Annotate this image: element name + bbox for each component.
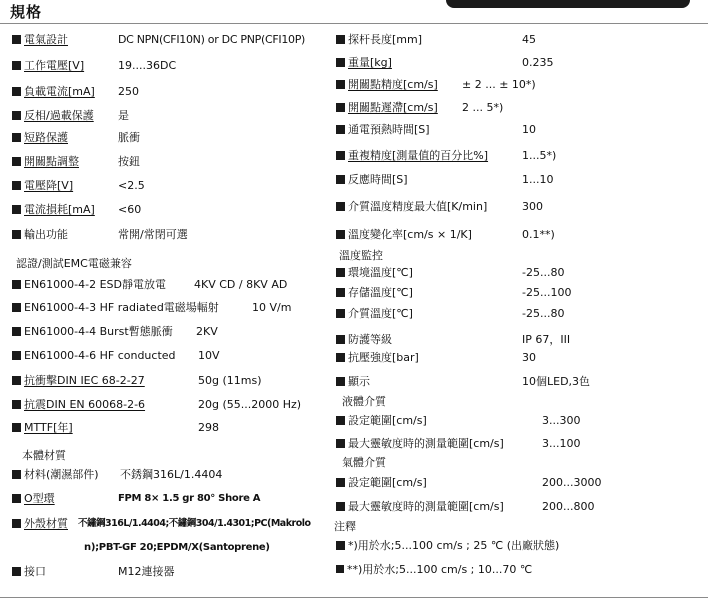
notes-heading: 注釋 — [334, 520, 356, 533]
spec-label: 電壓降[V] — [24, 179, 74, 192]
spec-row-output-function — [12, 227, 330, 243]
spec-label: 接口 — [24, 565, 46, 578]
bullet-icon — [12, 133, 21, 142]
emc-row-vibration — [12, 397, 330, 413]
spec-value: 不銹鋼316L/1.4404 — [120, 468, 223, 481]
bullet-icon — [336, 202, 345, 211]
bullet-icon — [12, 519, 21, 528]
spec-value: M12連接器 — [118, 565, 175, 578]
bullet-icon — [12, 351, 21, 360]
spec-label: 短路保護 — [24, 131, 68, 144]
material-housing-cont: n);PBT-GF 20;EPDM/X(Santoprene) — [84, 542, 270, 553]
bullet-icon — [12, 61, 21, 70]
spec-value: 45 — [522, 33, 536, 46]
spec-value: FPM 8× 1.5 gr 80° Shore A — [118, 493, 261, 504]
note-text: *)用於水;5...100 cm/s ; 25 ℃ (出廠狀態) — [348, 539, 560, 552]
gas-heading: 氣體介質 — [342, 456, 386, 469]
spec-value: 3...300 — [542, 414, 581, 427]
spec-label: 抗衝擊DIN IEC 68-2-27 — [24, 374, 145, 387]
bullet-icon — [12, 205, 21, 214]
bullet-icon — [336, 103, 345, 112]
liquid-heading: 液體介質 — [342, 395, 386, 408]
spec-row-temp-gradient — [336, 227, 702, 243]
footer-rule — [0, 597, 708, 598]
temp-heading: 溫度監控 — [339, 249, 383, 262]
spec-row-pressure-rating — [336, 350, 702, 366]
spec-value: 20g (55...2000 Hz) — [198, 398, 302, 411]
spec-row-probe-length — [336, 32, 702, 48]
bullet-icon — [12, 567, 21, 576]
bullet-icon — [12, 470, 21, 479]
bullet-icon — [336, 309, 345, 318]
spec-value: 298 — [198, 421, 219, 434]
spec-label: 最大靈敏度時的測量範圍[cm/s] — [348, 500, 504, 513]
bullet-icon — [336, 230, 345, 239]
spec-row-switch-hysteresis — [336, 100, 702, 116]
spec-row-response-time — [336, 172, 702, 188]
spec-label: 開關點遲滯[cm/s] — [348, 101, 438, 114]
spec-value: 常開/常閉可選 — [118, 228, 188, 241]
spec-value: 200...800 — [542, 500, 595, 513]
spec-value: ± 2 ... ± 10*) — [462, 78, 536, 91]
bullet-icon — [12, 111, 21, 120]
note-item — [336, 538, 702, 554]
material-row-connector — [12, 564, 330, 580]
spec-value: -25...80 — [522, 307, 565, 320]
header-bar — [446, 0, 690, 8]
material-row-housing — [12, 516, 330, 532]
spec-value: 2 ... 5*) — [462, 101, 504, 114]
emc-row-esd — [12, 277, 330, 293]
spec-label: EN61000-4-4 Burst暫態脈衝 — [24, 325, 173, 338]
spec-row-working-voltage — [12, 58, 330, 74]
spec-row-reverse-protection — [12, 108, 330, 124]
bullet-icon — [336, 80, 345, 89]
material-row-wetted — [12, 467, 330, 483]
bullet-icon — [12, 181, 21, 190]
bullet-icon — [336, 268, 345, 277]
note-text: **)用於水;5...100 cm/s ; 10...70 ℃ — [347, 563, 533, 576]
emc-heading: 認證/測試EMC電磁兼容 — [16, 257, 132, 270]
spec-label: 存儲溫度[℃] — [348, 286, 413, 299]
emc-row-hf-radiated — [12, 300, 330, 316]
bullet-icon — [336, 58, 345, 67]
spec-row-short-circuit — [12, 130, 330, 146]
bullet-icon — [12, 87, 21, 96]
bullet-icon — [12, 327, 21, 336]
spec-value: 10V — [198, 349, 220, 362]
spec-row-electrical-design — [12, 32, 330, 48]
spec-label: 反應時間[S] — [348, 173, 408, 186]
gas-row-max-sensitivity — [336, 499, 702, 515]
spec-row-warmup — [336, 122, 702, 138]
spec-label: EN61000-4-6 HF conducted — [24, 349, 176, 362]
bullet-icon — [336, 439, 345, 448]
spec-value: 0.235 — [522, 56, 554, 69]
spec-row-switch-accuracy — [336, 77, 702, 93]
bullet-icon — [336, 151, 345, 160]
spec-value: -25...100 — [522, 286, 572, 299]
gas-row-setting-range — [336, 475, 702, 491]
spec-row-display — [336, 374, 702, 390]
spec-label: 開關點調整 — [24, 155, 79, 168]
spec-label: 設定範圍[cm/s] — [348, 414, 427, 427]
bullet-icon — [12, 376, 21, 385]
spec-label: 重複精度[測量值的百分比%] — [348, 149, 489, 162]
spec-label: 防護等級 — [348, 333, 392, 346]
bullet-icon — [12, 280, 21, 289]
spec-value: 1...10 — [522, 173, 554, 186]
spec-value: 2KV — [196, 325, 218, 338]
spec-value: 19....36DC — [118, 59, 177, 72]
spec-value: 按鈕 — [118, 155, 140, 168]
spec-label: EN61000-4-2 ESD靜電放電 — [24, 278, 167, 291]
spec-value: 250 — [118, 85, 139, 98]
bullet-icon — [12, 494, 21, 503]
spec-row-load-current — [12, 84, 330, 100]
spec-value: IP 67，III — [522, 333, 571, 346]
bullet-icon — [336, 541, 345, 550]
spec-value: 10 — [522, 123, 536, 136]
spec-label: 顯示 — [348, 375, 370, 388]
material-heading: 本體材質 — [22, 449, 66, 462]
bullet-icon — [12, 423, 21, 432]
spec-label: 溫度變化率[cm/s × 1/K] — [348, 228, 472, 241]
liquid-row-setting-range — [336, 413, 702, 429]
spec-label: EN61000-4-3 HF radiated電磁場輻射 — [24, 301, 219, 314]
bullet-icon — [12, 303, 21, 312]
spec-value: 30 — [522, 351, 536, 364]
spec-row-voltage-drop — [12, 178, 330, 194]
temp-row-storage — [336, 285, 702, 301]
spec-label: MTTF[年] — [24, 421, 73, 434]
spec-label: 探杆長度[mm] — [348, 33, 423, 46]
bullet-icon — [336, 416, 345, 425]
spec-label: 負載電流[mA] — [24, 85, 95, 98]
emc-row-burst — [12, 324, 330, 340]
bullet-icon — [12, 400, 21, 409]
spec-row-repeatability — [336, 148, 702, 164]
spec-label: 電流損耗[mA] — [24, 203, 95, 216]
bullet-icon — [336, 565, 344, 573]
emc-row-hf-conducted — [12, 348, 330, 364]
bullet-icon — [12, 157, 21, 166]
spec-label: 介質溫度精度最大值[K/min] — [348, 200, 488, 213]
spec-value: 300 — [522, 200, 543, 213]
bullet-icon — [336, 175, 345, 184]
spec-value: 不鏽鋼316L/1.4404;不鏽鋼304/1.4301;PC(Makrolo — [78, 518, 311, 529]
spec-value: 10 V/m — [252, 301, 292, 314]
emc-row-shock — [12, 373, 330, 389]
temp-row-ambient — [336, 265, 702, 281]
liquid-row-max-sensitivity — [336, 436, 702, 452]
spec-row-current-consumption — [12, 202, 330, 218]
spec-value: DC NPN(CFI10N) or DC PNP(CFI10P) — [118, 33, 306, 46]
spec-label: 設定範圍[cm/s] — [348, 476, 427, 489]
spec-value: 200...3000 — [542, 476, 602, 489]
bullet-icon — [12, 35, 21, 44]
bullet-icon — [336, 377, 345, 386]
bullet-icon — [336, 335, 345, 344]
spec-label: 材料(潮濕部件) — [24, 468, 99, 481]
bullet-icon — [336, 35, 345, 44]
spec-value: 10個LED,3色 — [522, 375, 591, 388]
spec-value: -25...80 — [522, 266, 565, 279]
spec-value: 1...5*) — [522, 149, 557, 162]
header-rule — [0, 23, 708, 24]
spec-label: 開關點精度[cm/s] — [348, 78, 438, 91]
bullet-icon — [336, 502, 345, 511]
spec-label: 反相/過載保護 — [24, 109, 94, 122]
spec-label: O型環 — [24, 492, 55, 505]
spec-value: 0.1**) — [522, 228, 555, 241]
bullet-icon — [336, 288, 345, 297]
emc-row-mttf — [12, 420, 330, 436]
bullet-icon — [336, 125, 345, 134]
spec-label: 外殼材質 — [24, 517, 68, 530]
spec-value: <2.5 — [118, 179, 145, 192]
spec-label: 抗震DIN EN 60068-2-6 — [24, 398, 146, 411]
spec-value: 4KV CD / 8KV AD — [194, 278, 288, 291]
spec-label: 介質溫度[℃] — [348, 307, 413, 320]
spec-value: <60 — [118, 203, 142, 216]
material-row-oring — [12, 491, 330, 507]
spec-label: 輸出功能 — [24, 228, 68, 241]
spec-label: 環境溫度[℃] — [348, 266, 413, 279]
spec-value: 50g (11ms) — [198, 374, 262, 387]
spec-label: 電氣設計 — [24, 33, 68, 46]
page-title: 規格 — [10, 3, 43, 21]
spec-label: 最大靈敏度時的測量範圍[cm/s] — [348, 437, 504, 450]
spec-value: 脈衝 — [118, 131, 140, 144]
note-item — [336, 562, 702, 578]
bullet-icon — [336, 478, 345, 487]
spec-label: 重量[kg] — [348, 56, 392, 69]
temp-row-medium — [336, 306, 702, 322]
bullet-icon — [12, 230, 21, 239]
spec-row-weight — [336, 55, 702, 71]
spec-row-protection-class — [336, 332, 702, 348]
bullet-icon — [336, 353, 345, 362]
spec-row-media-temp-accuracy — [336, 199, 702, 215]
spec-label: 通電預熱時間[S] — [348, 123, 430, 136]
spec-label: 工作電壓[V] — [24, 59, 85, 72]
spec-label: 抗壓強度[bar] — [348, 351, 419, 364]
spec-value: 是 — [118, 109, 129, 122]
spec-value: 3...100 — [542, 437, 581, 450]
spec-row-switch-adjust — [12, 154, 330, 170]
